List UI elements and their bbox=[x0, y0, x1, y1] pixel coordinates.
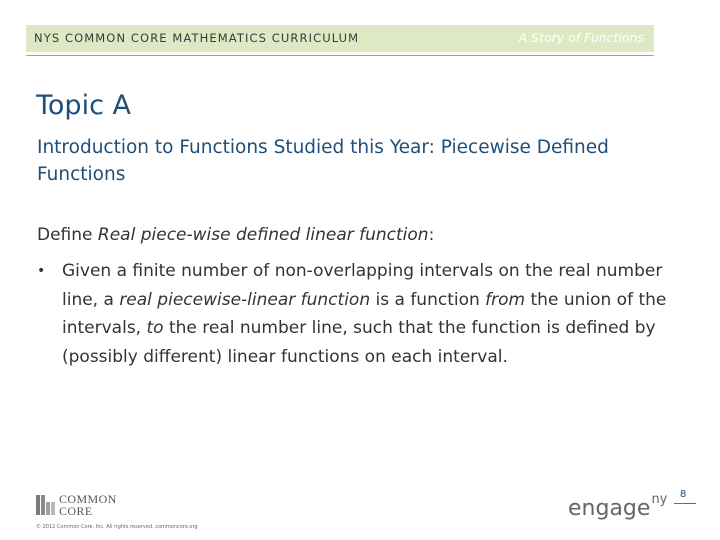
header-divider bbox=[26, 55, 654, 56]
page-title: Topic A bbox=[36, 90, 131, 121]
logo-line: COMMON bbox=[59, 492, 117, 506]
logo-line: CORE bbox=[59, 504, 93, 518]
bullet-text-part: Given a finite number of non-overlapping intervals on the real number line, a bbox=[62, 261, 663, 310]
bullet-emphasis: to bbox=[146, 318, 164, 338]
definition-prefix: Define bbox=[37, 225, 98, 245]
definition-line bbox=[37, 225, 434, 245]
page-number: 8 bbox=[680, 489, 687, 500]
copyright-notice: © 2012 Common Core, Inc. All rights reserved. commoncore.org bbox=[36, 524, 198, 530]
page-subtitle: Introduction to Functions Studied this Year: Piecewise Defined Functions bbox=[37, 137, 609, 185]
bullet-text-part: the union of the intervals, bbox=[62, 289, 667, 338]
curriculum-label: NYS COMMON CORE MATHEMATICS CURRICULUM bbox=[34, 31, 360, 45]
common-core-logo-icon bbox=[36, 495, 55, 515]
bullet-emphasis: from bbox=[485, 289, 526, 310]
common-core-logo bbox=[36, 493, 117, 517]
engage-brand-superscript: ny bbox=[651, 492, 668, 507]
bullet-text-part: the real number line, such that the function is defined by (possibly different) linear functions on each interval. bbox=[62, 318, 656, 367]
engage-brand-text: engage bbox=[568, 496, 651, 521]
common-core-logo-text bbox=[59, 493, 117, 517]
definition-term: Real piece-wise defined linear function bbox=[97, 225, 429, 245]
bullet-text-part: is a function bbox=[370, 289, 486, 310]
definition-suffix: : bbox=[428, 225, 435, 245]
bullet-marker: • bbox=[37, 263, 46, 279]
page-number-rule bbox=[674, 503, 696, 504]
bullet-text bbox=[62, 257, 687, 371]
bullet-emphasis: real piecewise-linear function bbox=[119, 289, 371, 310]
engageny-logo bbox=[568, 492, 667, 521]
series-title: A Story of Functions bbox=[518, 30, 644, 45]
bullet-item bbox=[37, 257, 687, 371]
